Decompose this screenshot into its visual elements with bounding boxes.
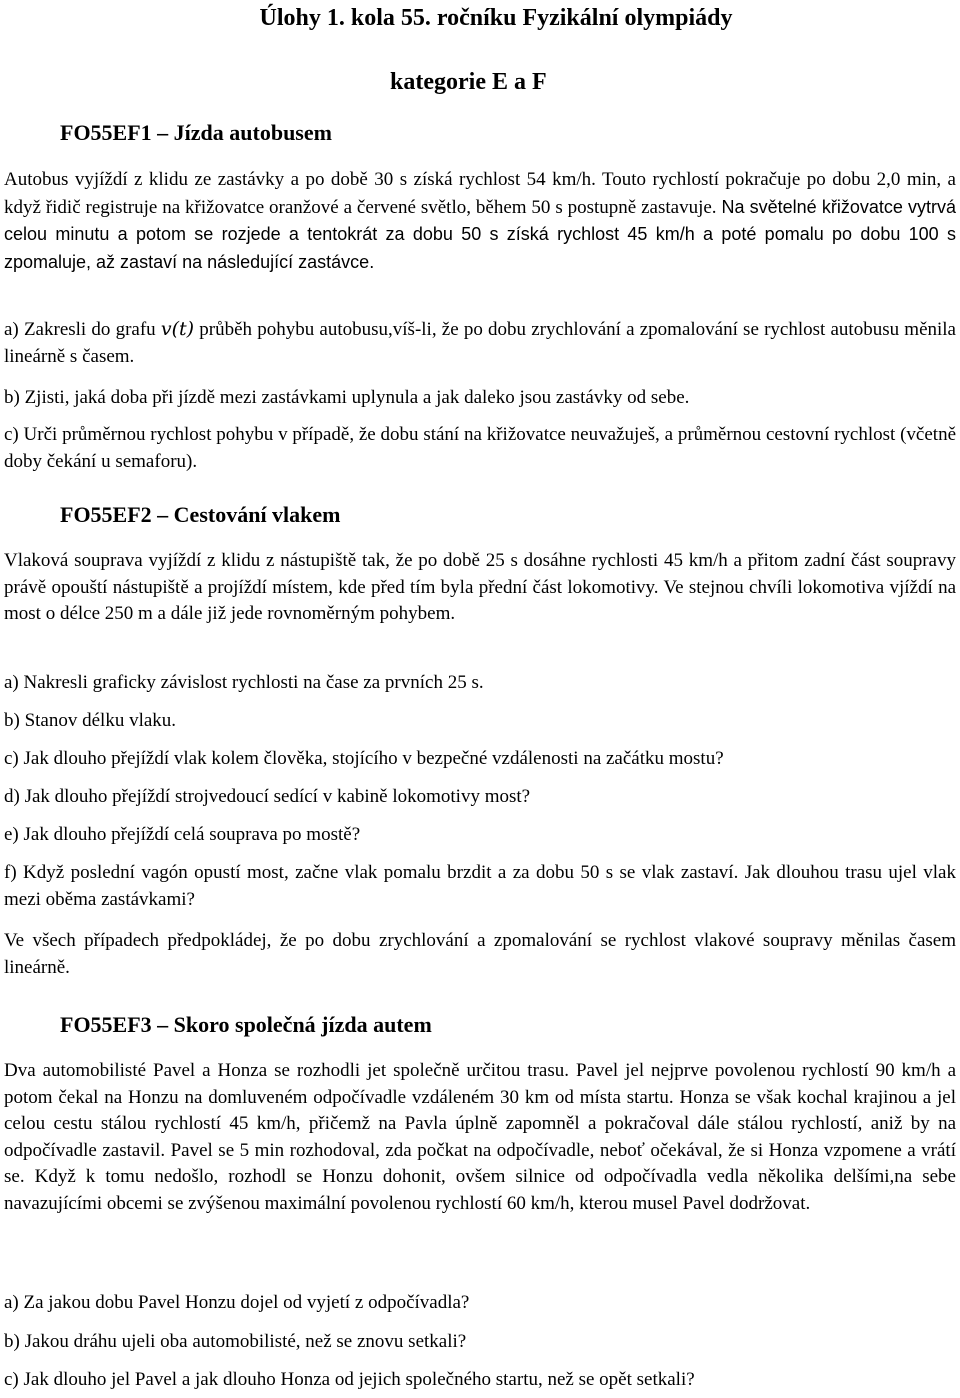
- problem-2-question-b: b) Stanov délku vlaku.: [4, 710, 177, 731]
- problem-2-heading: FO55EF2 – Cestování vlakem: [60, 502, 341, 527]
- category-heading: kategorie E a F: [390, 69, 547, 95]
- problem-2-question-f: f) Když poslední vagón opustí most, začne vlak pomalu brzdit a za dobu 50 s se vlak zastaví. Jak dlouhou trasu ujel vlak mezi oběma zastávkami?: [4, 862, 956, 910]
- problem-3-heading: FO55EF3 – Skoro společná jízda autem: [60, 1012, 432, 1037]
- problem-1-question-a: [4, 316, 956, 370]
- problem-2-question-a: a) Nakresli graficky závislost rychlosti na čase za prvních 25 s.: [4, 672, 484, 693]
- problem-1-intro-serif: Autobus vyjíždí z klidu ze zastávky a po době 30 s získá rychlost 54 km/h. Touto rychlostí pokračuje po dobu 2,0 min, a když řidič registruje na křižovatce oranžové a červené světlo, během 50 s postupně zastavuje.: [4, 169, 956, 218]
- question-a-text-rest: průběh pohybu autobusu,víš-li, že po dobu zrychlování a zpomalování se rychlost autobusu měnila lineárně s časem.: [4, 319, 956, 367]
- problem-1-heading: FO55EF1 – Jízda autobusem: [60, 120, 332, 145]
- problem-3-question-b: b) Jakou dráhu ujeli oba automobilisté, než se znovu setkali?: [4, 1331, 467, 1352]
- problem-1-question-b: b) Zjisti, jaká doba při jízdě mezi zastávkami uplynula a jak daleko jsou zastávky od sebe.: [4, 387, 690, 408]
- question-a-text: a) Zakresli do grafu: [4, 319, 161, 340]
- problem-3-question-a: a) Za jakou dobu Pavel Honzu dojel od vyjetí z odpočívadla?: [4, 1292, 470, 1313]
- problem-2-note: Ve všech případech předpokládej, že po dobu zrychlování a zpomalování se rychlost vlakové soupravy měnilas časem lineárně.: [4, 930, 956, 978]
- problem-2-question-c: c) Jak dlouho přejíždí vlak kolem člověka, stojícího v bezpečné vzdálenosti na začátku mostu?: [4, 748, 724, 769]
- problem-3-intro: Dva automobilisté Pavel a Honza se rozhodli jet společně určitou trasu. Pavel jel nejprve povolenou rychlostí 90 km/h a potom čekal na Honzu na domluveném odpočívadle vzdáleném 30 km od místa startu. Honza se však kochal krajinou a jel celou cestu stálou rychlostí 45 km/h, přičemž na Pavla úplně zapomněl a pokračoval dále stálou rychlostí, aniž by na odpočívadle zastavil. Pavel se 5 min rozhodoval, zda počkat na odpočívadle, neboť očekával, že si Honza vzpomene a vrátí se. Když k tomu nedošlo, rozhodl se Honzu dohonit, ovšem silnice od odpočívadla vedla několika delšími,na sebe navazujícími obcemi se zvýšenou maximální povolenou rychlostí 60 km/h, kterou musel Pavel dodržovat.: [4, 1060, 956, 1214]
- problem-1-intro-sans: Na světelné křižovatce vytrvá celou minutu a potom se rozjede a tentokrát za dobu 50 s získá rychlost 45 km/h a poté pomalu po dobu 100 s zpomaluje, až zastaví na následující zastávce.: [4, 196, 957, 272]
- problem-2-intro: Vlaková souprava vyjíždí z klidu z nástupiště tak, že po době 25 s dosáhne rychlosti 45 km/h a přitom zadní část soupravy právě opouští nástupiště a projíždí místem, kde před tím byla přední část lokomotivy. Ve stejnou chvíli lokomotiva vjíždí na most o délce 250 m a dále již jede rovnoměrným pohybem.: [4, 550, 956, 624]
- problem-2-question-d: d) Jak dlouho přejíždí strojvedoucí sedící v kabině lokomotivy most?: [4, 786, 531, 807]
- problem-2-question-e: e) Jak dlouho přejíždí celá souprava po mostě?: [4, 824, 361, 845]
- velocity-function: v(t): [160, 318, 195, 340]
- document-title: Úlohy 1. kola 55. ročníku Fyzikální olympiády: [259, 5, 733, 31]
- problem-3-question-c: c) Jak dlouho jel Pavel a jak dlouho Honza od jejich společného startu, než se opět setkali?: [4, 1369, 695, 1390]
- problem-1-intro: [4, 167, 956, 276]
- problem-1-question-c: c) Urči průměrnou rychlost pohybu v případě, že dobu stání na křižovatce neuvažuješ, a průměrnou cestovní rychlost (včetně doby čekání u semaforu).: [4, 424, 956, 472]
